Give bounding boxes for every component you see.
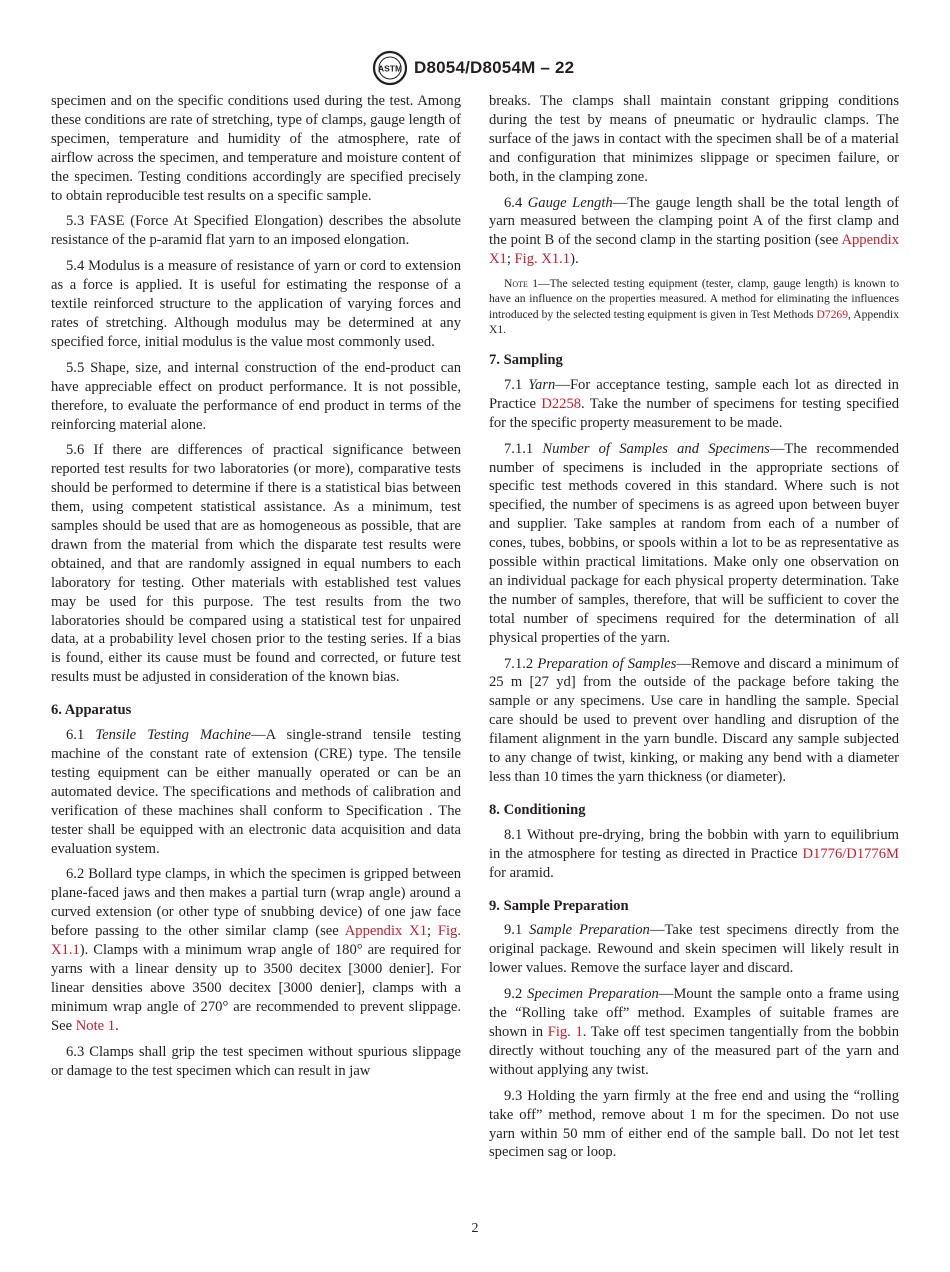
section-9-heading: 9. Sample Preparation — [489, 897, 629, 914]
paragraph-5-5: 5.5 Shape, size, and internal construction of the end-product can have appreciable effect on product performance. It is not possible, therefore, to evaluate the performance of end product in terms of the reinforcing material alone. — [51, 359, 461, 433]
paragraph-5-2-continued: specimen and on the specific conditions used during the test. Among these conditions are rate of stretching, type of clamps, gauge length of specimen, temperature and humidity of the atmosphere, rate of airflow across the specimen, and temperature and moisture content of the specimen. Testing conditions accordingly are specified precisely to obtain reproducible test results on a specific sample. — [51, 93, 461, 204]
paragraph-5-4: 5.4 Modulus is a measure of resistance of yarn or cord to extension as a force is applied. It is useful for estimating the response of a textile reinforced structure to the application of varying forces and rates of stretching. Although modulus may be determined at any specified force, initial modulus is the value most commonly used. — [51, 258, 461, 350]
paragraph-6-3: 6.3 Clamps shall grip the test specimen without spurious slippage or damage to the test specimen which can result in jaw — [51, 1043, 461, 1079]
link-d1776[interactable]: D1776/D1776M — [802, 845, 899, 862]
paragraph-7-1-1: 7.1.1 Number of Samples and Specimens—The recommended number of specimens is included in the appropriate sections of specific test methods covered in this standard. Where such is not specified, the number of specimens is as agreed upon between buyer and supplier. Take samples at random from each of a number of cones, tubes, bobbins, or spools within a lot to be as representative as possible within practical limitations. Make only one observation on an individual package for each physical property determination. Take the number of samples, therefore, that will be sufficient to cover the total number of specimens required for the determination of all physical properties of the yarn. — [489, 440, 899, 646]
link-d2258[interactable]: D2258 — [541, 395, 582, 412]
paragraph-9-2: 9.2 Specimen Preparation—Mount the sample onto a frame using the “Rolling take off” method. Examples of suitable frames are shown in Fig. 1. Take off test specimen tangentially from the bobbin directly without touching any of the measured part of the yarn and without applying any twist. — [489, 986, 900, 1078]
paragraph-9-1: 9.1 Sample Preparation—Take test specimens directly from the original package. Rewound and skein specimen will likely result in lower values. Remove the surface layer and discard. — [489, 922, 899, 977]
link-d7269[interactable]: D7269 — [816, 307, 849, 321]
link-fig-x1-1[interactable]: Fig. X1.1 — [514, 251, 571, 268]
paragraph-6-4: 6.4 Gauge Length—The gauge length shall be the total length of yarn measured between the clamping point A of the first clamp and the point B of the second clamp in the starting position (see Appendix X1; Fig. X1.1). — [489, 194, 899, 268]
page-number: 2 — [471, 1221, 479, 1236]
paragraph-9-3: 9.3 Holding the yarn firmly at the free end and using the “rolling take off” method, remove about 1 m for the specimen. Do not use yarn within 50 mm of either end of the sample ball. Do not let test specimen sag or loop. — [489, 1087, 899, 1161]
paragraph-6-1: 6.1 Tensile Testing Machine—A single-strand tensile testing machine of the constant rate of extension (CRE) type. The tensile testing equipment can be either manually operated or can be an automated device. The specifications and methods of calibration and verification of these machines shall conform to Specification . The tester shall be equipped with an electronic data acquisition and data evaluation system. — [51, 727, 462, 857]
section-6-heading: 6. Apparatus — [51, 702, 132, 719]
paragraph-5-3: 5.3 FASE (Force At Specified Elongation) describes the absolute resistance of the p-aramid flat yarn to an imposed elongation. — [51, 213, 461, 249]
svg-text:ASTM: ASTM — [377, 63, 403, 74]
paragraph-6-3-continued: breaks. The clamps shall maintain constant gripping conditions during the test by means of pneumatic or hydraulic clamps. The surface of the jaws in contact with the specimen shall be of a material and configuration that minimizes slippage or specimen failure, or both, in the clamping zone. — [489, 93, 899, 185]
astm-logo — [372, 50, 408, 86]
link-fig-x1-1[interactable]: Fig. X1.1 — [51, 923, 462, 959]
paragraph-5-6: 5.6 If there are differences of practical significance between reported test results for two laboratories (or more), comparative tests should be performed to determine if there is a statistical bias between them, using competent statistical assistance. As a minimum, test samples should be used that are as homogeneous as possible, that are drawn from the material from which the disparate test results were obtained, and that are randomly assigned in equal numbers to each laboratory for testing. Other materials with established test values may be used for this purpose. The test results from the two laboratories should be compared using a statistical test for unpaired data, at a probability level chosen prior to the testing series. If a bias is found, either its cause must be found and corrected, or future test results must be adjusted in consideration of the known bias. — [51, 442, 461, 686]
link-note-1[interactable]: Note 1 — [75, 1017, 116, 1034]
link-fig-1[interactable]: Fig. 1 — [547, 1023, 583, 1040]
section-8-heading: 8. Conditioning — [489, 801, 586, 818]
left-column — [51, 92, 461, 1087]
paragraph-7-1: 7.1 Yarn—For acceptance testing, sample each lot as directed in Practice D2258. Take the number of specimens for testing specified for the specific property measurement to be made. — [489, 376, 899, 431]
page-header — [0, 50, 950, 86]
note-1: Note 1—The selected testing equipment (tester, clamp, gauge length) is known to have an influence on the properties measured. A method for eliminating the influences introduced by the selected testing equipment is given in Test Methods D7269, Appendix X1. — [489, 277, 899, 336]
paragraph-8-1: 8.1 Without pre-drying, bring the bobbin with yarn to equilibrium in the atmosphere for testing as directed in Practice D1776/D1776M for aramid. — [489, 826, 899, 881]
section-7-heading: 7. Sampling — [489, 351, 563, 368]
document-designation: D8054/D8054M – 22 — [414, 58, 575, 77]
paragraph-7-1-2: 7.1.2 Preparation of Samples—Remove and discard a minimum of 25 m [27 yd] from the outside of the package before taking the sample or any specimens. Use care in handling the sample. Special care should be used to prevent over handling and disruption of the filament alignment in the yarn bundle. Discard any sample subjected to any change of twist, kinking, or making any bend with a diameter less than 10 times the yarn thickness (or diameter). — [489, 655, 900, 785]
link-appendix-x1[interactable]: Appendix X1 — [344, 923, 427, 940]
paragraph-6-2: 6.2 Bollard type clamps, in which the specimen is gripped between plane-faced jaws and then makes a partial turn (wrap angle) around a curved extension (or other type of snubbing device) of one jaw face before passing to the other similar clamp (see Appendix X1; Fig. X1.1). Clamps with a minimum wrap angle of 180° are required for yarns with a linear density up to 3500 decitex [3000 denier]. For linear densities above 3500 decitex [3000 denier], clamps with a minimum wrap angle of 270° are recommended to prevent slippage. See Note 1. — [51, 866, 462, 1034]
link-appendix-x1[interactable]: Appendix X1 — [489, 232, 899, 268]
right-column — [489, 92, 899, 1169]
